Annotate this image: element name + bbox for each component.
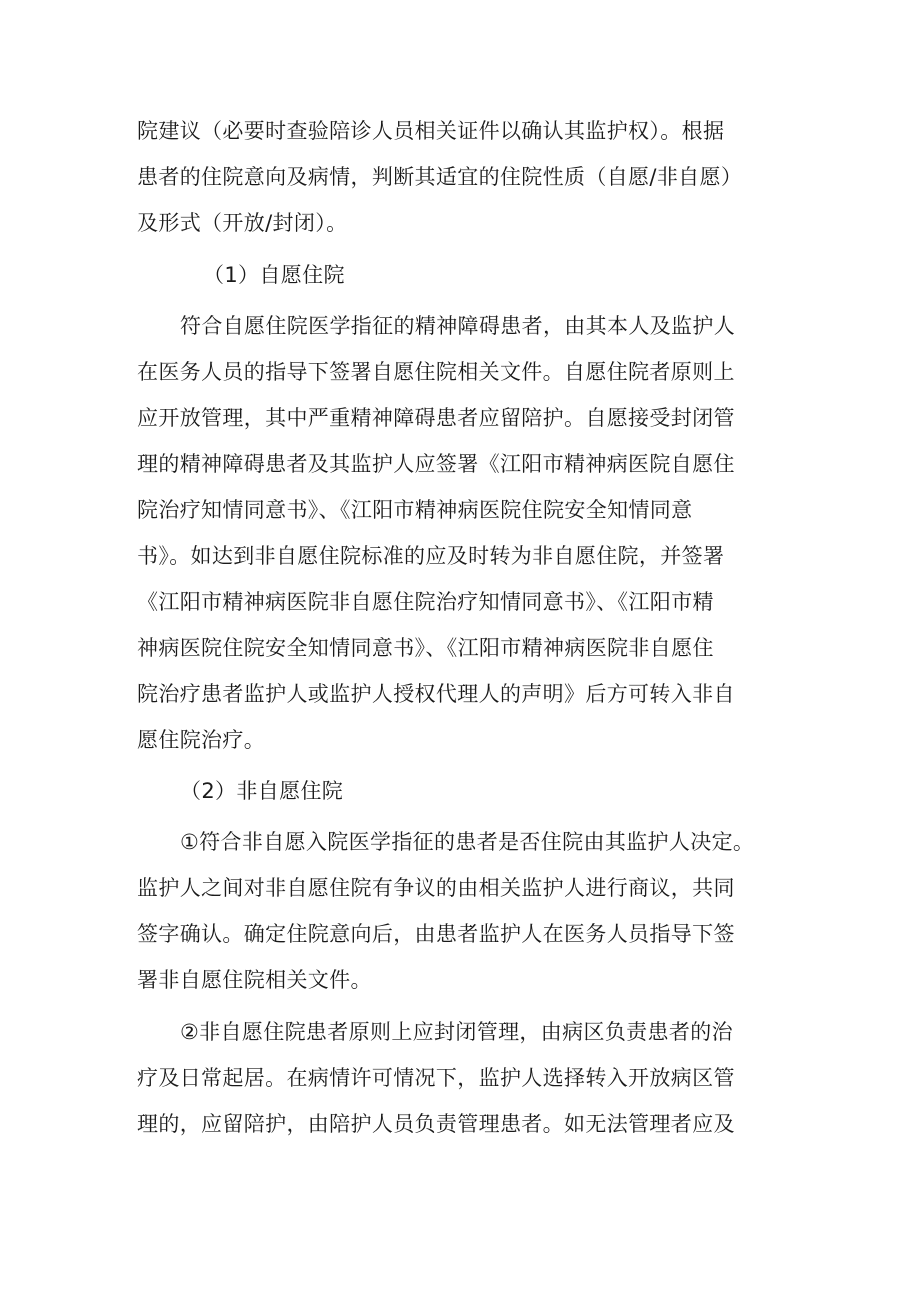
text-line: 患者的住院意向及病情，判断其适宜的住院性质（自愿/非自愿） xyxy=(137,165,743,189)
text-line: 愿住院治疗。 xyxy=(137,728,266,752)
text-line: 符合自愿住院医学指征的精神障碍患者，由其本人及监护人 xyxy=(180,314,736,338)
text-line: 理的，应留陪护，由陪护人员负责管理患者。如无法管理者应及 xyxy=(137,1112,735,1136)
text-line: 院治疗知情同意书》、《江阳市精神病医院住院安全知情同意 xyxy=(137,498,693,522)
text-line: 在医务人员的指导下签署自愿住院相关文件。自愿住院者原则上 xyxy=(137,360,735,384)
text-line: 《江阳市精神病医院非自愿住院治疗知情同意书》、《江阳市精 xyxy=(137,590,714,614)
section-heading: （1）自愿住院 xyxy=(203,263,345,287)
text-line: 署非自愿住院相关文件。 xyxy=(137,968,372,992)
text-line: 及形式（开放/封闭）。 xyxy=(137,211,348,235)
text-line: 院治疗患者监护人或监护人授权代理人的声明》后方可转入非自 xyxy=(137,682,735,706)
text-line: ①符合非自愿入院医学指征的患者是否住院由其监护人决定。 xyxy=(180,830,755,854)
text-line: 疗及日常起居。在病情许可情况下，监护人选择转入开放病区管 xyxy=(137,1066,735,1090)
section-heading: （2）非自愿住院 xyxy=(180,779,344,803)
text-line: 签字确认。确定住院意向后，由患者监护人在医务人员指导下签 xyxy=(137,922,735,946)
text-line: 神病医院住院安全知情同意书》、《江阳市精神病医院非自愿住 xyxy=(137,636,714,660)
text-line: 书》。如达到非自愿住院标准的应及时转为非自愿住院，并签署 xyxy=(137,544,725,568)
text-line: 应开放管理，其中严重精神障碍患者应留陪护。自愿接受封闭管 xyxy=(137,406,735,430)
text-line: 监护人之间对非自愿住院有争议的由相关监护人进行商议，共同 xyxy=(137,876,735,900)
text-line: ②非自愿住院患者原则上应封闭管理，由病区负责患者的治 xyxy=(180,1020,733,1044)
text-line: 院建议（必要时查验陪诊人员相关证件以确认其监护权）。根据 xyxy=(137,119,725,143)
text-line: 理的精神障碍患者及其监护人应签署《江阳市精神病医院自愿住 xyxy=(137,452,735,476)
